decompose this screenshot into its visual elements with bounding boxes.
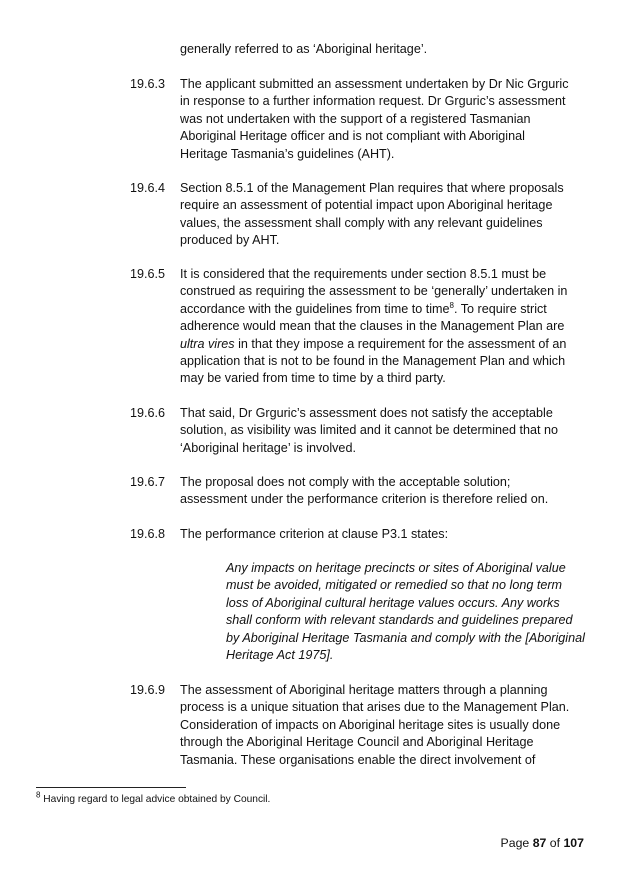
paragraph-number: 19.6.8: [130, 527, 166, 541]
page-prefix: Page: [500, 836, 533, 850]
paragraph-text: The proposal does not comply with the acceptable solution; assessment under the performance criterion is therefore relied on.: [180, 475, 549, 507]
paragraph-text: [180, 266, 575, 388]
paragraph-number: 19.6.3: [130, 77, 166, 91]
paragraph-text: That said, Dr Grguric’s assessment does not satisfy the acceptable solution, as visibility was limited and it cannot be determined that no ‘Aboriginal heritage’ is involved.: [180, 406, 559, 455]
paragraph-text: The applicant submitted an assessment undertaken by Dr Nic Grguric in response to a further information request. Dr Grguric’s assessment was not undertaken with the support of a registered Tasmanian Aboriginal Heritage officer and is not compliant with Aboriginal Heritage Tasmania’s guidelines (AHT).: [180, 77, 569, 161]
paragraph-number: 19.6.6: [130, 406, 166, 420]
paragraph-text-part: It is considered that the requirements under section 8.5.1 must be construed as requiring the assessment to be ‘generally’ undertaken in accordance with the guidelines from time to time: [180, 267, 568, 316]
footnote-separator: [36, 787, 186, 788]
footnote-text: Having regard to legal advice obtained by Council.: [43, 794, 271, 805]
footnote: [36, 790, 271, 806]
paragraph-text: The performance criterion at clause P3.1 states:: [180, 527, 449, 541]
page-number: [501, 836, 584, 850]
page-of: of: [546, 836, 564, 850]
paragraph-number: 19.6.9: [130, 683, 166, 697]
paragraph-text-part: . To require strict adherence would mean that the clauses in the Management Plan are: [180, 301, 565, 334]
paragraph-text-part: in that they impose a requirement for the assessment of an application that is not to be found in the Management Plan and which may be varied from time to time by a third party.: [180, 336, 567, 386]
latin-term: ultra vires: [180, 336, 235, 351]
paragraph-number: 19.6.5: [130, 267, 166, 281]
paragraph-number: 19.6.4: [130, 181, 166, 195]
block-quote: Any impacts on heritage precincts or sites of Aboriginal value must be avoided, mitigated or remedied so that no long term loss of Aboriginal cultural heritage values occurs. Any works shall conform with relevant standards and guidelines prepared by Aboriginal Heritage Tasmania and comply with the [Aboriginal Heritage Act 1975].: [226, 561, 585, 663]
footnote-reference: 8: [449, 300, 454, 310]
current-page: 87: [532, 836, 547, 850]
continuation-text: generally referred to as ‘Aboriginal heritage’.: [180, 42, 428, 56]
total-pages: 107: [563, 836, 584, 850]
paragraph-text: The assessment of Aboriginal heritage matters through a planning process is a unique situation that arises due to the Management Plan. Consideration of impacts on Aboriginal heritage sites is usually done through the Aboriginal Heritage Council and Aboriginal Heritage Tasmania. These organisations enable the direct involvement of: [180, 683, 570, 767]
paragraph-text: Section 8.5.1 of the Management Plan requires that where proposals require an assessment of potential impact upon Aboriginal heritage values, the assessment shall comply with any relevant guidelines produced by AHT.: [180, 181, 564, 248]
paragraph-number: 19.6.7: [130, 475, 166, 489]
footnote-mark: 8: [36, 790, 41, 800]
